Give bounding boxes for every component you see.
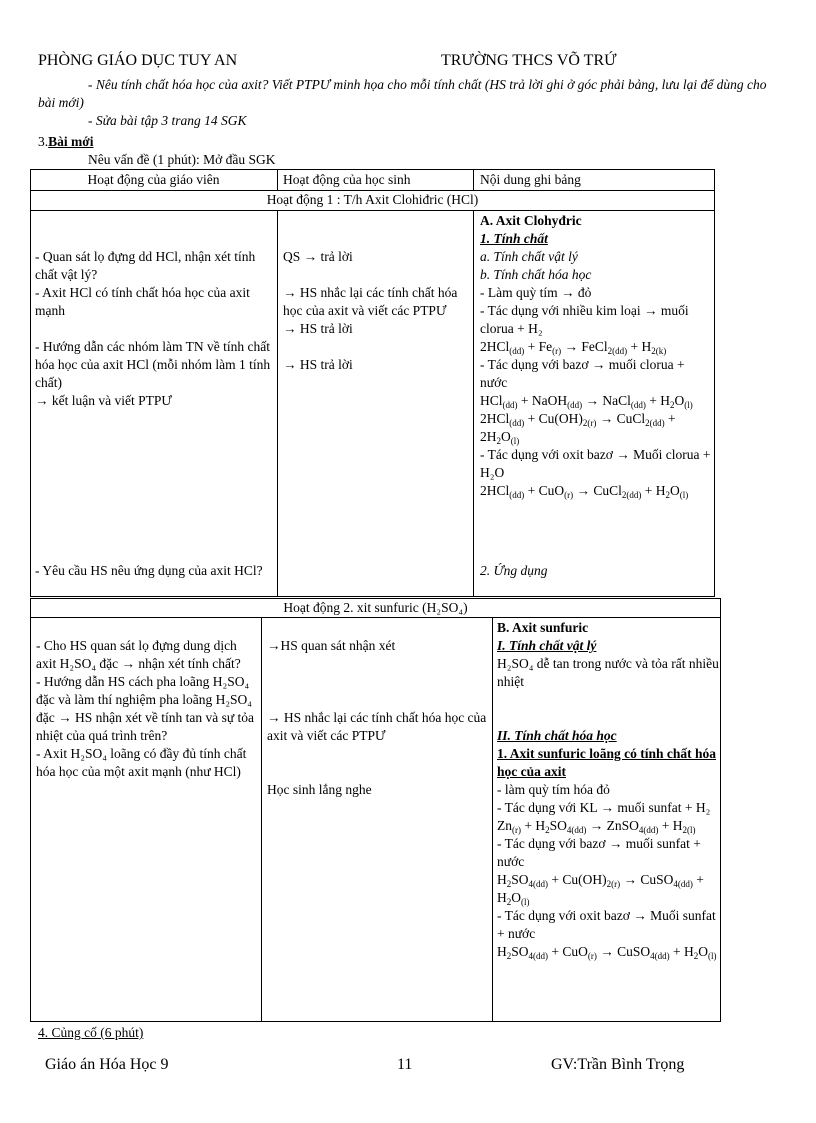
act1-student-4: → HS trả lời	[283, 357, 353, 372]
act2-student-3: Học sinh lắng nghe	[267, 782, 372, 797]
act2-teacher-column	[36, 619, 258, 781]
act1-teacher-4: → kết luận và viết PTPƯ	[35, 393, 172, 408]
intro-line-1: - Nêu tính chất hóa học của axit? Viết PTPƯ minh họa cho mỗi tính chất (HS trả lời ghi ở góc phải bảng, lưu lại để dùng cho bài mới)	[38, 77, 767, 110]
act2-student-2: → HS nhắc lại các tính chất hóa học của axit và viết các PTPƯ	[267, 710, 487, 743]
act2-equation-2: $H_2SO_{4(dd)} + Cu(OH)_{2(r)}$ → CuSO$_{4(dd)}$ + $H_2O_{(l)}$	[497, 872, 704, 907]
act1-teacher-1: - Quan sát lọ đựng dd HCl, nhận xét tính chất vật lý?	[35, 249, 256, 282]
act2-equation-3: $H_2SO_{4(dd)} + CuO_{(r)}$ → CuSO$_{4(dd)}$ + $H_2O_{(l)}$	[497, 944, 717, 961]
act1-content-title: A. Axit Clohyđric	[480, 213, 582, 228]
act1-equation-3: $2HCl_{(dd)} + Cu(OH)_{2(r)}$ → CuCl$_{2(dd)}$ + $2H_2O_{(l)}$	[480, 411, 676, 446]
act2-equation-1: $Zn_{(r)} + H_2SO_{4(dd)}$ → ZnSO$_{4(dd)}$ + $H_{2(l)}$	[497, 818, 696, 835]
act1-teacher-2: - Axit HCl có tính chất hóa học của axit mạnh	[35, 285, 250, 318]
act2-content-m4: - Tác dụng với bazơ → muối sunfat + nước	[497, 836, 701, 869]
intro-section	[38, 76, 778, 130]
page-number: 11	[397, 1056, 413, 1073]
header-left: PHÒNG GIÁO DỤC TUY AN	[38, 52, 238, 69]
act2-content-m1: - làm quỳ tím hóa đỏ	[497, 782, 610, 797]
act2-content-m2: - Tác dụng với KL → muối sunfat + H₂	[497, 800, 711, 815]
act2-content-i1: I. Tính chất vật lý	[497, 638, 597, 653]
act1-teacher-5: - Yêu cầu HS nêu ứng dụng của axit HCl?	[35, 563, 263, 578]
act1-content-column	[480, 212, 712, 578]
section-4-heading: 4. Củng cố (6 phút)	[38, 1025, 144, 1040]
act2-student-column	[267, 619, 489, 799]
act1-content-ud: 2. Ứng dụng	[480, 563, 548, 578]
act1-content-ta: a. Tính chất vật lý	[480, 249, 578, 264]
activity-2-title-text: Hoạt động 2. xit sunfuric (H₂SO₄)	[283, 600, 468, 615]
intro-line-2: - Sửa bài tập 3 trang 14 SGK	[88, 113, 247, 128]
activity-1-title	[30, 191, 715, 209]
footer-right: GV:Trần Bình Trọng	[551, 1056, 685, 1073]
act1-content-tb: b. Tính chất hóa học	[480, 267, 592, 282]
act2-student-1: →HS quan sát nhận xét	[267, 638, 396, 653]
act2-content-m6: - Tác dụng với oxit bazơ → Muối sunfat + nước	[497, 908, 716, 941]
act2-content-column	[497, 619, 719, 961]
act2-content-i2a: 1. Axit sunfuric loãng có tính chất hóa học của axit	[497, 746, 717, 779]
section-3-intro: Nêu vấn đề (1 phút): Mở đầu SGK	[88, 152, 276, 167]
act1-student-3: → HS trả lời	[283, 321, 353, 336]
act2-teacher-2: - Hướng dẫn HS cách pha loãng H₂SO₄ đặc và làm thí nghiệm pha loãng H₂SO₄ đặc → HS nhận xét về tính tan và sự tỏa nhiệt của quá trình trên?	[36, 674, 255, 743]
act2-content-i1text: H₂SO₄ dễ tan trong nước và tỏa rất nhiều nhiệt	[497, 656, 719, 689]
act1-content-l1: - Làm quỳ tím → đỏ	[480, 285, 592, 300]
activity-2-title	[30, 599, 721, 617]
act1-content-l7: - Tác dụng với oxit bazơ → Muối clorua + H₂O	[480, 447, 711, 480]
activity-1-title-text: Hoạt động 1 : T/h Axit Clohiđric (HCl)	[266, 192, 479, 207]
act1-student-column	[283, 212, 469, 374]
section-3-heading	[38, 133, 93, 151]
act2-teacher-3: - Axit H₂SO₄ loãng có đầy đủ tính chất hóa học của một axit mạnh (như HCl)	[36, 746, 247, 779]
section-3-number: 3.	[38, 134, 49, 149]
footer-left: Giáo án Hóa Học 9	[45, 1056, 169, 1073]
act2-content-i2: II. Tính chất hóa học	[497, 728, 617, 743]
act1-equation-1: $2HCl_{(dd)} + Fe_{(r)}$ → FeCl$_{2(dd)}$ + $H_{2(k)}$	[480, 339, 667, 356]
act2-content-title: B. Axit sunfuric	[497, 620, 589, 635]
act2-teacher-1: - Cho HS quan sát lọ đựng dung dịch axit H₂SO₄ đặc → nhận xét tính chất?	[36, 638, 241, 671]
header-teacher: Hoạt động của giáo viên	[87, 172, 220, 187]
act1-equation-4: 2HCl$_{(dd)}$ + CuO$_{(r)}$ → CuCl$_{2(dd)}$ + $H_2O_{(l)}$	[480, 483, 689, 500]
act1-content-l2: - Tác dụng với nhiều kim loại → muối clorua + H₂	[480, 303, 689, 336]
act1-content-l4: - Tác dụng với bazơ → muối clorua + nước	[480, 357, 685, 390]
section-3-title: Bài mới	[48, 134, 94, 149]
header-student: Hoạt động của học sinh	[283, 172, 411, 187]
act1-teacher-column	[35, 212, 273, 578]
header-right: TRƯỜNG THCS VÕ TRỨ	[441, 52, 617, 69]
act1-equation-2: HCl$_{(dd)}$ + NaOH$_{(dd)}$ → NaCl$_{(dd)}$ + $H_2O_{(l)}$	[480, 393, 693, 410]
act1-student-1: QS → trả lời	[283, 249, 353, 264]
act1-content-t1: 1. Tính chất	[480, 231, 548, 246]
header-content: Nội dung ghi bảng	[480, 172, 581, 187]
act1-student-2: → HS nhắc lại các tính chất hóa học của axit và viết các PTPƯ	[283, 285, 458, 318]
act1-teacher-3: - Hướng dẫn các nhóm làm TN về tính chất hóa học của axit HCl (mỗi nhóm làm 1 tính chất)	[35, 339, 271, 390]
